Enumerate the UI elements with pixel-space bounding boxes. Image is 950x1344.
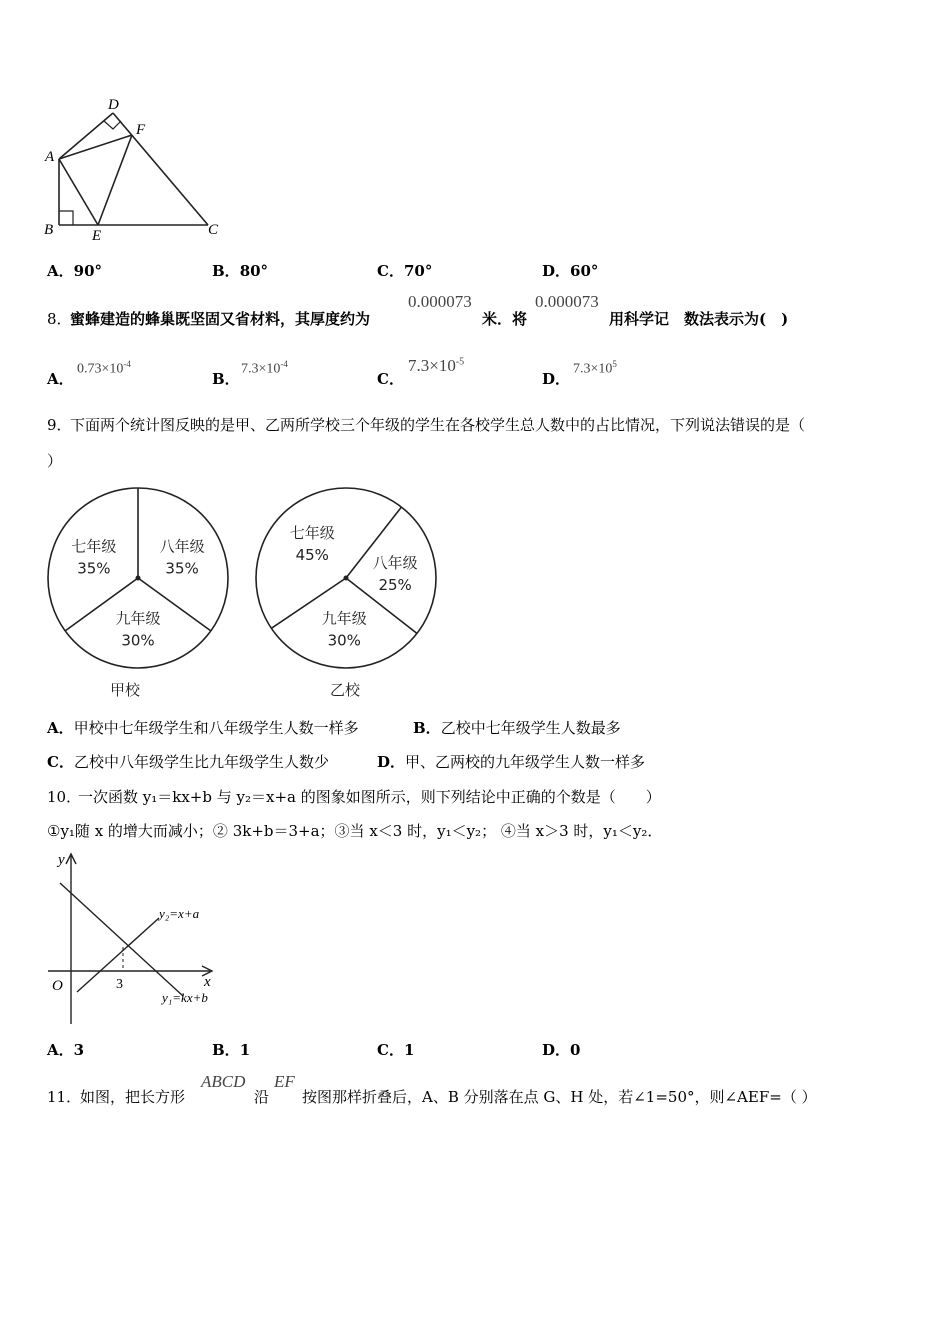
q8-text-1: 蜜蜂建造的蜂巢既坚固又省材料，其厚度约为 [70,310,371,328]
q11-fold-line: EF [274,1072,295,1091]
q10-option-d[interactable]: D．0 [542,1041,581,1059]
q10-function-graph [40,846,240,1031]
pie-center-dot [136,576,141,581]
q8-option-c-value[interactable]: $7.3\times 10^{-5}$ [408,356,465,375]
q9-option-c[interactable]: C．乙校中八年级学生比九年级学生人数少 [47,753,329,771]
q11-text-3: 按图那样折叠后，A、B 分别落在点 G、H 处，若∠1=50°，则∠AEF=（ ） [302,1088,817,1106]
q10-option-b[interactable]: B．1 [212,1041,251,1059]
q10-line-1: 一次函数 y₁＝kx+b 与 y₂＝x+a 的图象如图所示，则下列结论中正确的个数是（ ） [78,788,661,806]
q8-number: 8． [47,310,72,328]
line-y1-label: y₁=kx+b [162,990,208,1005]
pie-chart-2 [256,488,436,699]
q9-option-a[interactable]: A．甲校中七年级学生和八年级学生人数一样多 [47,719,359,737]
q10-option-a[interactable]: A．3 [47,1041,85,1059]
q11-text-2: 沿 [254,1088,270,1106]
q7-triangle-figure [40,92,230,247]
pie-slice-category: 七年级 [289,523,335,542]
pie-slice-value-label: 30% [121,631,155,650]
q9-line-2: ） [47,452,63,470]
label-d: D [108,97,119,113]
pie-chart-title: 甲校 [110,681,141,699]
tick-3-label: 3 [116,977,123,992]
q10-line-2: ①y₁随 x 的增大而减小；② 3k+b＝3+a；③当 x＜3 时，y₁＜y₂； ④当 x＞3 时，y₁＜y₂． [47,822,663,840]
pie-slice-value-label: 45% [295,545,329,564]
pie-slice-value-label: 35% [165,559,199,578]
pie-chart-1 [48,488,228,699]
pie-slice-category: 七年级 [71,537,117,556]
q7-option-a[interactable]: A．90° [47,262,103,280]
line-y2-label: y₂=x+a [159,906,200,921]
q9-pie-charts [40,480,450,705]
label-a: A [45,149,55,165]
pie-slice-category: 九年级 [321,609,367,628]
q8-text-3: 用科学记 数法表示为( ) [609,310,789,328]
origin-label: O [52,978,63,994]
q8-text-2: 米．将 [482,310,528,328]
pie-slice-value-label: 35% [77,559,111,578]
pie-slice-category: 八年级 [159,537,205,556]
q8-value-1: 0.000073 [408,292,472,311]
q8-option-a-value[interactable]: $0.73\times 10^{-4}$ [77,359,131,377]
q9-option-b[interactable]: B．乙校中七年级学生人数最多 [413,719,621,737]
q9-option-d[interactable]: D．甲、乙两校的九年级学生人数一样多 [377,753,646,771]
q10-option-c[interactable]: C．1 [377,1041,415,1059]
pie-center-dot [344,576,349,581]
pie-slice-value-label: 25% [378,575,412,594]
q8-value-2: 0.000073 [535,292,599,311]
label-c: C [208,222,219,238]
q8-option-b-value[interactable]: $7.3\times 10^{-4}$ [241,359,288,377]
q9-number: 9． [47,416,72,434]
q9-line-1: 下面两个统计图反映的是甲、乙两所学校三个年级的学生在各校学生总人数中的占比情况，下列说法错误的是（ [70,416,806,434]
label-b: B [44,222,54,238]
q11-number: 11． [47,1088,82,1106]
q7-option-c[interactable]: C．70° [377,262,433,280]
q11-rect-name: ABCD [201,1072,246,1091]
pie-slice-category: 八年级 [372,553,418,572]
q7-option-b[interactable]: B．80° [212,262,269,280]
q11-text-1: 如图，把长方形 [80,1088,186,1106]
pie-chart-title: 乙校 [330,681,361,699]
label-e: E [92,228,102,244]
q8-option-d-letter[interactable]: D． [542,370,571,388]
axis-x-label: x [204,974,211,990]
q8-option-a-letter[interactable]: A． [47,370,74,388]
q10-number: 10． [47,788,82,806]
axis-y-label: y [58,852,65,868]
label-f: F [136,122,146,138]
q8-option-c-letter[interactable]: C． [377,370,404,388]
q8-option-d-value[interactable]: $7.3\times 10^5$ [573,359,617,377]
pie-slice-value-label: 30% [327,631,361,650]
q7-option-d[interactable]: D．60° [542,262,599,280]
pie-slice-category: 九年级 [115,609,161,628]
q8-option-b-letter[interactable]: B． [212,370,240,388]
